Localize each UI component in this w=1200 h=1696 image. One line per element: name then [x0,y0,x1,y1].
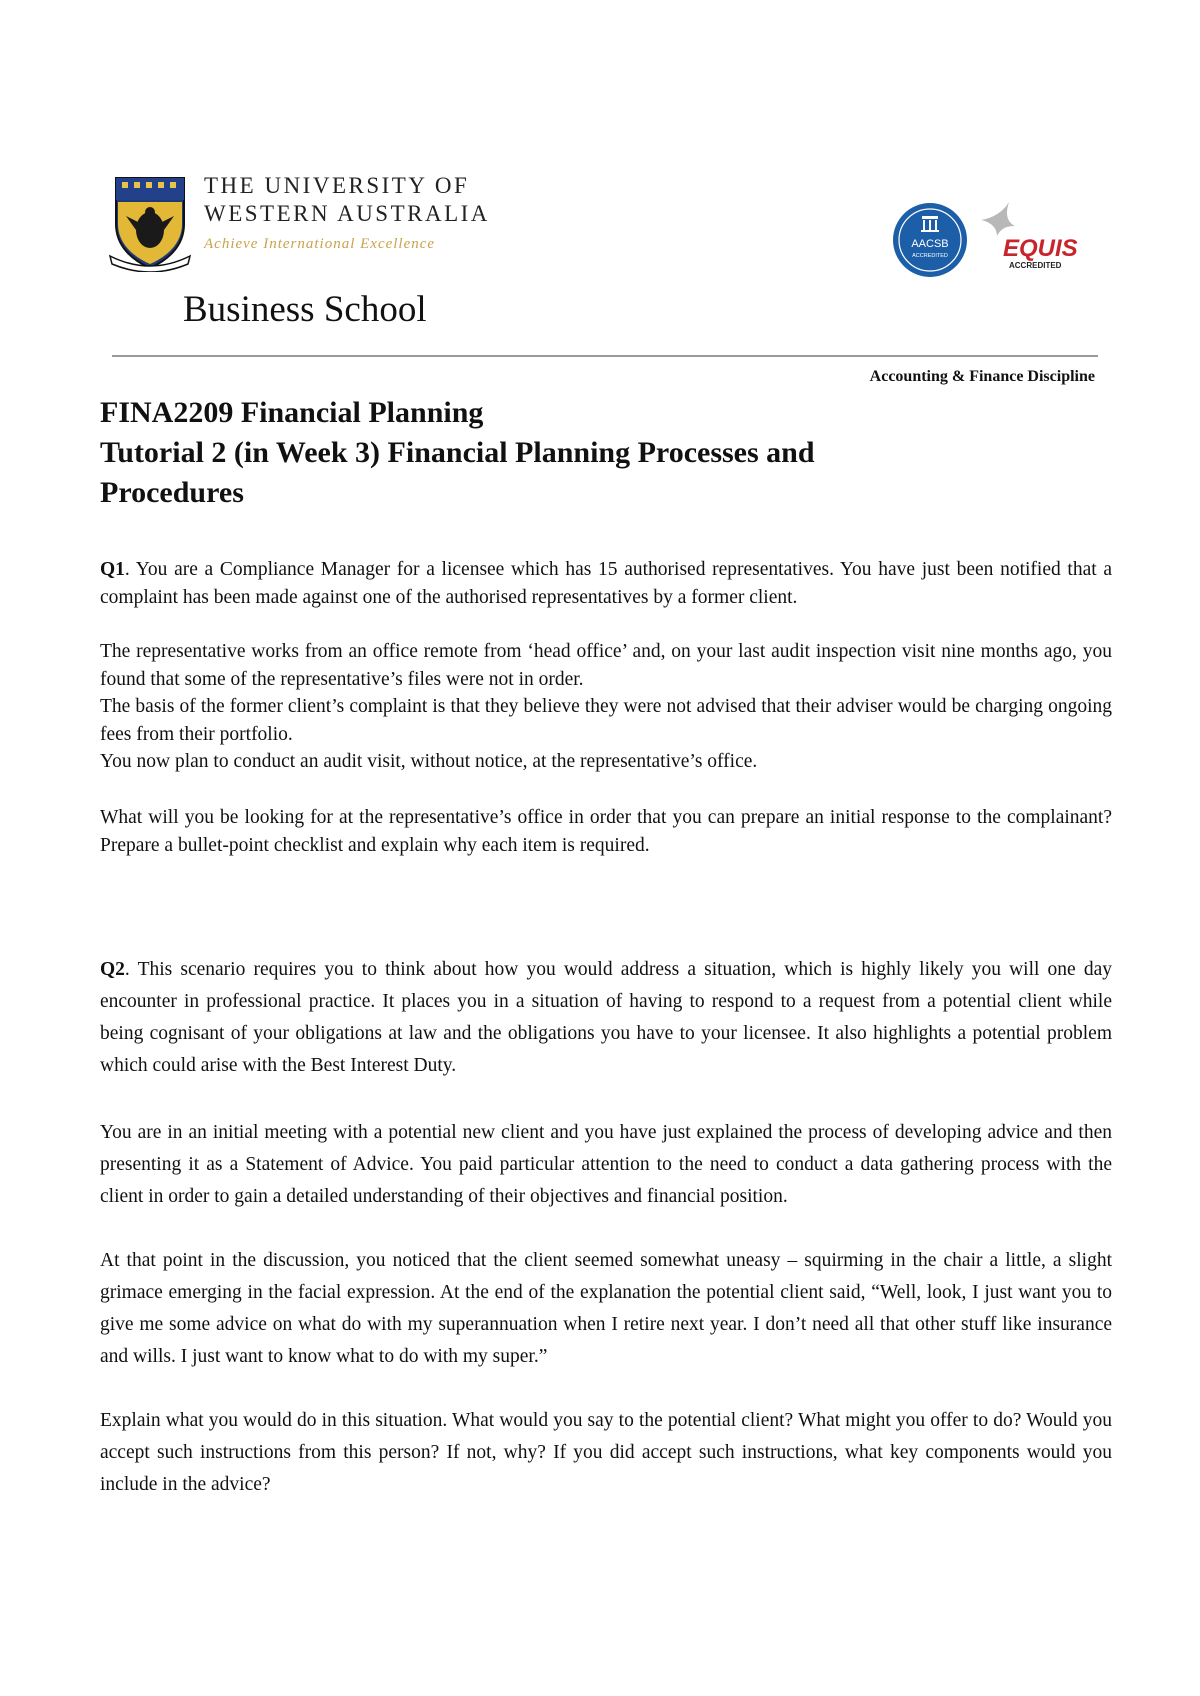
equis-text: EQUIS [1003,235,1078,262]
discipline-label: Accounting & Finance Discipline [869,368,1095,385]
university-wordmark [204,172,494,253]
university-tagline: Achieve International Excellence [204,236,436,252]
q1-text-1: . You are a Compliance Manager for a licensee which has 15 authorised representatives. You have just been notified that a complaint has been made against one of the authorised representatives by a former client. [100,559,1112,608]
tutorial-title-continued: Procedures [100,476,244,509]
q1-paragraph-4: You now plan to conduct an audit visit, without notice, at the representative’s office. [100,751,758,772]
q1-paragraph-1 [100,556,1112,611]
q2-paragraph-3: At that point in the discussion, you noticed that the client seemed somewhat uneasy – squirming in the chair a little, a slight grimace emerging in the facial expression. At the end of the explanation the potential client said, “Well, look, I just want you to give me some advice on what do with my superannuation when I retire next year. I don’t need all that other stuff like insurance and wills. I just want to know what to do with my super.” [100,1250,1112,1367]
q2-paragraph-1 [100,954,1112,1082]
aacsb-accreditation-badge [892,202,968,278]
q1-paragraph-5: What will you be looking for at the representative’s office in order that you can prepare an initial response to the complainant? Prepare a bullet-point checklist and explain why each item is required. [100,807,1112,856]
q2-paragraph-4: Explain what you would do in this situation. What would you say to the potential client? What might you offer to do? Would you accept such instructions from this person? If not, why? If you did accept such instructions, what key components would you include in the advice? [100,1410,1112,1495]
document-title-block [100,393,1110,513]
aacsb-accredited-text: ACCREDITED [912,253,948,259]
q2-paragraph-2: You are in an initial meeting with a potential new client and you have just explained the process of developing advice and then presenting it as a Statement of Advice. You paid particular attention to the need to conduct a data gathering process with the client in order to gain a detailed understanding of their objectives and financial position. [100,1122,1112,1207]
university-name-line2: WESTERN AUSTRALIA [204,201,490,226]
school-name: Business School [183,289,427,330]
aacsb-text: AACSB [911,238,949,250]
header-divider [112,355,1098,357]
university-name-line1: THE UNIVERSITY OF [204,173,470,198]
q1-paragraph-3: The basis of the former client’s complaint is that they believe they were not advised that their adviser would be charging ongoing fees from their portfolio. [100,696,1112,745]
uwa-crest-logo [108,172,192,272]
q1-paragraph-2: The representative works from an office remote from ‘head office’ and, on your last audit inspection visit nine months ago, you found that some of the representative’s files were not in order. [100,641,1112,690]
tutorial-title: Tutorial 2 (in Week 3) Financial Planning Processes and [100,436,815,469]
q2-text-1: . This scenario requires you to think about how you would address a situation, which is highly likely you will one day encounter in professional practice. It places you in a situation of having to respond to a request from a potential client while being cognisant of your obligations at law and the obligations you have to your licensee. It also highlights a potential problem which could arise with the Best Interest Duty. [100,959,1112,1076]
course-title: FINA2209 Financial Planning [100,396,484,429]
equis-accreditation-logo [975,198,1085,278]
equis-accredited-text: ACCREDITED [1009,261,1062,270]
q2-label: Q2 [100,959,125,980]
q1-label: Q1 [100,559,125,580]
